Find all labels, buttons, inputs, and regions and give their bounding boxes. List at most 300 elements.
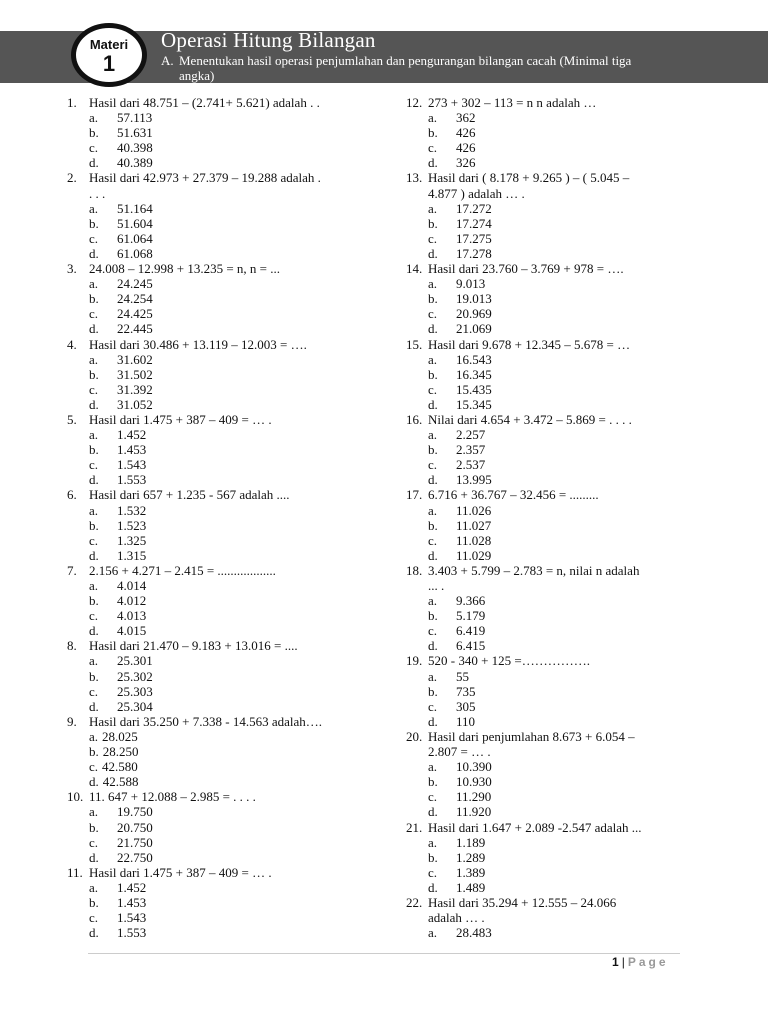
answer-option <box>406 201 706 216</box>
option-letter: c. <box>428 864 438 880</box>
option-letter: c. <box>89 683 99 699</box>
question-number: 21. <box>406 819 423 835</box>
option-letter: a. <box>428 759 438 775</box>
option-letter: b. <box>89 517 99 533</box>
option-value: 19.013 <box>456 291 492 307</box>
answer-option <box>406 669 706 684</box>
answer-option <box>67 804 387 819</box>
question-text: Hasil dari 1.475 + 387 – 409 = … . <box>89 864 272 880</box>
option-letter: b. <box>89 819 99 835</box>
option-letter: a. <box>428 276 438 292</box>
option-letter: a. <box>428 668 438 684</box>
question-number: 17. <box>406 487 423 503</box>
option-value: 57.113 <box>117 110 153 126</box>
option-letter: a. <box>89 351 99 367</box>
option-value: 25.302 <box>117 668 153 684</box>
answer-option <box>406 457 706 472</box>
question-item <box>406 895 706 940</box>
answer-option <box>67 231 387 246</box>
option-value: 1.543 <box>117 457 147 473</box>
question-number: 3. <box>67 261 77 277</box>
option-letter: c. <box>89 910 99 926</box>
answer-option <box>406 367 706 382</box>
question-text: Hasil dari 1.647 + 2.089 -2.547 adalah ... <box>428 819 642 835</box>
option-value: 1.389 <box>456 864 486 880</box>
option-value: 1.553 <box>117 925 147 941</box>
option-letter: a. <box>428 925 438 941</box>
question-number: 11. <box>67 864 83 880</box>
answer-option <box>67 744 387 759</box>
question-item <box>406 261 706 336</box>
answer-option <box>67 820 387 835</box>
option-letter: a. <box>89 110 99 126</box>
question-number: 16. <box>406 411 423 427</box>
question-text: Hasil dari 657 + 1.235 - 567 adalah .... <box>89 487 290 503</box>
question-number: 6. <box>67 487 77 503</box>
question-item <box>406 563 706 654</box>
option-letter: b. <box>428 774 438 790</box>
answer-option <box>67 533 387 548</box>
answer-option <box>67 699 387 714</box>
answer-option <box>67 925 387 940</box>
option-value: 15.345 <box>456 396 492 412</box>
option-value: 31.052 <box>117 396 153 412</box>
answer-option <box>67 397 387 412</box>
answer-option <box>67 895 387 910</box>
option-letter: c. <box>428 623 438 639</box>
option-value: 22.750 <box>117 849 153 865</box>
page-subtitle <box>161 53 721 83</box>
answer-option <box>67 518 387 533</box>
option-letter: d. <box>89 472 99 488</box>
answer-option <box>406 804 706 819</box>
answer-option <box>67 669 387 684</box>
option-value: 1.523 <box>117 517 147 533</box>
answer-option <box>406 155 706 170</box>
question-number: 20. <box>406 728 423 744</box>
option-letter: b. <box>89 291 99 307</box>
option-value: 13.995 <box>456 472 492 488</box>
question-number: 9. <box>67 713 77 729</box>
subtitle-line-2: angka) <box>179 68 215 83</box>
page-title: Operasi Hitung Bilangan <box>161 28 376 52</box>
answer-option <box>67 427 387 442</box>
answer-option <box>406 291 706 306</box>
option-letter: a. <box>428 427 438 443</box>
option-value: 28.025 <box>102 728 138 744</box>
option-value: 28.483 <box>456 925 492 941</box>
option-value: 4.012 <box>117 593 147 609</box>
question-number: 18. <box>406 562 423 578</box>
question-text-continued: 2.807 = … . <box>428 744 491 760</box>
option-value: 1.325 <box>117 532 147 548</box>
answer-option <box>406 638 706 653</box>
option-letter: a. <box>89 276 99 292</box>
answer-option <box>406 699 706 714</box>
answer-option <box>67 548 387 563</box>
question-text-continued: 4.877 ) adalah … . <box>428 185 525 201</box>
question-item <box>67 865 387 940</box>
option-value: 40.389 <box>117 155 153 171</box>
option-letter: b. <box>428 291 438 307</box>
option-letter: b. <box>428 849 438 865</box>
footer-separator: | <box>621 955 625 969</box>
question-text: Hasil dari 48.751 – (2.741+ 5.621) adalah . . <box>89 95 320 110</box>
question-number: 1. <box>67 95 77 110</box>
option-value: 55 <box>456 668 469 684</box>
option-value: 1.189 <box>456 834 486 850</box>
option-value: 2.257 <box>456 427 486 443</box>
answer-option <box>67 321 387 336</box>
option-value: 11.027 <box>456 517 492 533</box>
question-item <box>406 729 706 820</box>
option-letter: b. <box>428 125 438 141</box>
option-letter: d. <box>428 879 438 895</box>
answer-option <box>406 140 706 155</box>
answer-option <box>406 503 706 518</box>
option-value: 4.014 <box>117 578 147 593</box>
answer-option <box>406 759 706 774</box>
question-text: Hasil dari 35.294 + 12.555 – 24.066 <box>428 894 617 910</box>
question-text: 6.716 + 36.767 – 32.456 = ......... <box>428 487 599 503</box>
answer-option <box>406 352 706 367</box>
option-value: 1.489 <box>456 879 486 895</box>
badge-label: Materi <box>89 37 129 52</box>
answer-option <box>67 125 387 140</box>
option-letter: b. <box>89 593 99 609</box>
answer-option <box>67 684 387 699</box>
answer-option <box>406 276 706 291</box>
answer-option <box>67 880 387 895</box>
option-letter: b. <box>89 668 99 684</box>
answer-option <box>406 593 706 608</box>
option-letter: c. <box>89 306 99 322</box>
option-value: 20.750 <box>117 819 153 835</box>
question-text: Hasil dari 9.678 + 12.345 – 5.678 = … <box>428 336 631 352</box>
question-number: 15. <box>406 336 423 352</box>
option-letter: b. <box>89 125 99 141</box>
answer-option <box>67 276 387 291</box>
option-letter: b. <box>428 442 438 458</box>
answer-option <box>67 140 387 155</box>
question-number: 7. <box>67 562 77 578</box>
question-text: 520 - 340 + 125 =……………. <box>428 653 590 669</box>
option-value: 31.502 <box>117 366 153 382</box>
option-value: 11.026 <box>456 502 492 518</box>
question-text-continued: . . . <box>89 185 106 201</box>
question-text: Hasil dari 30.486 + 13.119 – 12.003 = …. <box>89 336 307 352</box>
option-letter: b. <box>89 744 99 760</box>
answer-option <box>406 880 706 895</box>
option-letter: b. <box>89 215 99 231</box>
answer-option <box>406 774 706 789</box>
option-value: 6.419 <box>456 623 486 639</box>
materi-badge <box>71 23 147 87</box>
option-letter: a. <box>428 351 438 367</box>
option-letter: a. <box>428 834 438 850</box>
option-value: 61.064 <box>117 230 153 246</box>
option-value: 40.398 <box>117 140 153 156</box>
question-number: 8. <box>67 638 77 654</box>
question-text: 3.403 + 5.799 – 2.783 = n, nilai n adalah <box>428 562 640 578</box>
option-value: 17.275 <box>456 230 492 246</box>
question-text: 11. 647 + 12.088 – 2.985 = . . . . <box>89 789 256 805</box>
answer-option <box>406 608 706 623</box>
question-item <box>67 412 387 487</box>
option-value: 25.303 <box>117 683 153 699</box>
option-value: 4.015 <box>117 623 147 639</box>
option-value: 11.028 <box>456 532 492 548</box>
question-number: 12. <box>406 95 423 110</box>
question-item <box>406 95 706 170</box>
option-letter: a. <box>89 427 99 443</box>
page-number: 1 <box>612 955 619 969</box>
question-item <box>67 337 387 412</box>
option-letter: c. <box>89 381 99 397</box>
answer-option <box>67 442 387 457</box>
option-value: 1.532 <box>117 502 147 518</box>
answer-option <box>67 835 387 850</box>
answer-option <box>67 201 387 216</box>
question-text: 2.156 + 4.271 – 2.415 = .................. <box>89 562 276 578</box>
answer-option <box>67 774 387 789</box>
answer-option <box>67 382 387 397</box>
option-value: 1.543 <box>117 910 147 926</box>
answer-option <box>67 653 387 668</box>
answer-option <box>67 457 387 472</box>
option-letter: d. <box>89 321 99 337</box>
answer-option <box>67 729 387 744</box>
answer-option <box>406 850 706 865</box>
option-letter: b. <box>428 215 438 231</box>
answer-option <box>67 593 387 608</box>
option-value: 326 <box>456 155 476 171</box>
option-letter: d. <box>428 804 438 820</box>
answer-option <box>406 835 706 850</box>
answer-option <box>406 110 706 125</box>
option-letter: c. <box>428 789 438 805</box>
option-letter: a. <box>89 804 99 820</box>
option-value: 1.315 <box>117 547 147 563</box>
option-value: 15.435 <box>456 381 492 397</box>
question-text: Hasil dari 21.470 – 9.183 + 13.016 = .... <box>89 638 298 654</box>
option-letter: d. <box>428 713 438 729</box>
option-value: 25.304 <box>117 698 153 714</box>
option-letter: b. <box>428 517 438 533</box>
answer-option <box>67 910 387 925</box>
answer-option <box>406 125 706 140</box>
question-text: Hasil dari 1.475 + 387 – 409 = … . <box>89 411 272 427</box>
option-value: 10.390 <box>456 759 492 775</box>
question-item <box>67 261 387 336</box>
option-value: 25.301 <box>117 653 153 669</box>
question-item <box>406 487 706 562</box>
question-text: 273 + 302 – 113 = n n adalah … <box>428 95 597 110</box>
option-letter: c. <box>89 532 99 548</box>
option-letter: c. <box>428 306 438 322</box>
option-letter: d. <box>428 638 438 654</box>
subtitle-line-1: Menentukan hasil operasi penjumlahan dan pengurangan bilangan cacah (Minimal tiga <box>179 53 632 68</box>
option-letter: d. <box>428 547 438 563</box>
answer-option <box>67 367 387 382</box>
answer-option <box>406 246 706 261</box>
answer-option <box>406 442 706 457</box>
question-text-continued: ... . <box>428 578 445 593</box>
footer-divider <box>88 953 680 954</box>
question-item <box>67 563 387 638</box>
option-letter: d. <box>428 245 438 261</box>
answer-option <box>406 306 706 321</box>
option-value: 4.013 <box>117 608 147 624</box>
subtitle-letter: A. <box>161 53 174 68</box>
option-letter: d. <box>89 547 99 563</box>
option-value: 2.537 <box>456 457 486 473</box>
question-text: Hasil dari penjumlahan 8.673 + 6.054 – <box>428 728 635 744</box>
answer-option <box>406 518 706 533</box>
question-text: Hasil dari ( 8.178 + 9.265 ) – ( 5.045 – <box>428 170 630 186</box>
option-letter: b. <box>428 608 438 624</box>
option-value: 10.930 <box>456 774 492 790</box>
option-value: 426 <box>456 140 476 156</box>
answer-option <box>406 533 706 548</box>
page-word: Page <box>627 955 669 969</box>
page-footer <box>612 955 669 969</box>
question-number: 10. <box>67 789 84 805</box>
question-item <box>67 638 387 713</box>
answer-option <box>67 155 387 170</box>
option-value: 11.290 <box>456 789 492 805</box>
question-item <box>406 820 706 895</box>
answer-option <box>67 291 387 306</box>
option-value: 1.452 <box>117 879 147 895</box>
question-text: Hasil dari 42.973 + 27.379 – 19.288 adalah . <box>89 170 321 186</box>
question-item <box>406 337 706 412</box>
option-letter: c. <box>89 140 99 156</box>
question-item <box>406 653 706 728</box>
answer-option <box>406 397 706 412</box>
option-letter: c. <box>89 230 99 246</box>
option-value: 11.920 <box>456 804 492 820</box>
answer-option <box>67 472 387 487</box>
answer-option <box>67 578 387 593</box>
question-item <box>67 95 387 170</box>
question-item <box>406 170 706 261</box>
left-question-column <box>67 95 387 940</box>
option-letter: d. <box>428 472 438 488</box>
option-letter: d. <box>89 925 99 941</box>
answer-option <box>67 306 387 321</box>
answer-option <box>67 623 387 638</box>
option-letter: a. <box>428 110 438 126</box>
option-letter: c. <box>428 140 438 156</box>
answer-option <box>406 216 706 231</box>
option-letter: a. <box>89 653 99 669</box>
answer-option <box>406 789 706 804</box>
question-item <box>67 487 387 562</box>
option-value: 51.631 <box>117 125 153 141</box>
option-value: 31.392 <box>117 381 153 397</box>
option-letter: d. <box>89 396 99 412</box>
option-value: 61.068 <box>117 245 153 261</box>
option-letter: c. <box>428 381 438 397</box>
answer-option <box>406 548 706 563</box>
option-value: 17.272 <box>456 200 492 216</box>
answer-option <box>67 216 387 231</box>
option-letter: c. <box>428 532 438 548</box>
option-letter: d. <box>428 155 438 171</box>
option-value: 426 <box>456 125 476 141</box>
option-letter: c. <box>428 457 438 473</box>
option-value: 1.289 <box>456 849 486 865</box>
badge-number: 1 <box>102 51 116 76</box>
answer-option <box>67 246 387 261</box>
question-text-continued: adalah … . <box>428 910 485 926</box>
option-value: 24.254 <box>117 291 153 307</box>
answer-option <box>406 231 706 246</box>
option-letter: c. <box>428 230 438 246</box>
option-letter: a. <box>89 502 99 518</box>
answer-option <box>67 503 387 518</box>
option-value: 6.415 <box>456 638 486 654</box>
option-letter: d. <box>89 774 99 790</box>
option-value: 19.750 <box>117 804 153 820</box>
option-letter: d. <box>89 623 99 639</box>
option-letter: d. <box>89 245 99 261</box>
option-value: 28.250 <box>102 744 139 760</box>
option-letter: a. <box>89 578 99 593</box>
option-value: 51.604 <box>117 215 153 231</box>
answer-option <box>406 382 706 397</box>
option-value: 1.553 <box>117 472 147 488</box>
option-value: 735 <box>456 683 476 699</box>
answer-option <box>67 110 387 125</box>
answer-option <box>406 925 706 940</box>
question-number: 13. <box>406 170 423 186</box>
option-letter: b. <box>428 366 438 382</box>
answer-option <box>406 321 706 336</box>
option-value: 2.357 <box>456 442 486 458</box>
question-number: 14. <box>406 261 423 277</box>
option-letter: c. <box>89 457 99 473</box>
option-value: 51.164 <box>117 200 153 216</box>
question-text: Hasil dari 35.250 + 7.338 - 14.563 adalah…. <box>89 713 322 729</box>
option-letter: a. <box>428 200 438 216</box>
option-letter: b. <box>89 894 99 910</box>
question-number: 2. <box>67 170 77 186</box>
question-item <box>67 170 387 261</box>
option-value: 110 <box>456 713 476 729</box>
option-value: 9.366 <box>456 593 486 609</box>
option-letter: a. <box>89 728 99 744</box>
answer-option <box>406 684 706 699</box>
option-letter: d. <box>428 321 438 337</box>
option-value: 1.453 <box>117 894 147 910</box>
option-value: 1.453 <box>117 442 147 458</box>
option-value: 362 <box>456 110 476 126</box>
answer-option <box>67 759 387 774</box>
question-text: Nilai dari 4.654 + 3.472 – 5.869 = . . . . <box>428 411 632 427</box>
option-value: 31.602 <box>117 351 153 367</box>
option-letter: d. <box>89 155 99 171</box>
option-value: 9.013 <box>456 276 486 292</box>
option-value: 11.029 <box>456 547 492 563</box>
option-value: 24.425 <box>117 306 153 322</box>
answer-option <box>406 427 706 442</box>
option-letter: a. <box>428 593 438 609</box>
option-letter: b. <box>89 442 99 458</box>
option-letter: b. <box>89 366 99 382</box>
option-value: 1.452 <box>117 427 147 443</box>
